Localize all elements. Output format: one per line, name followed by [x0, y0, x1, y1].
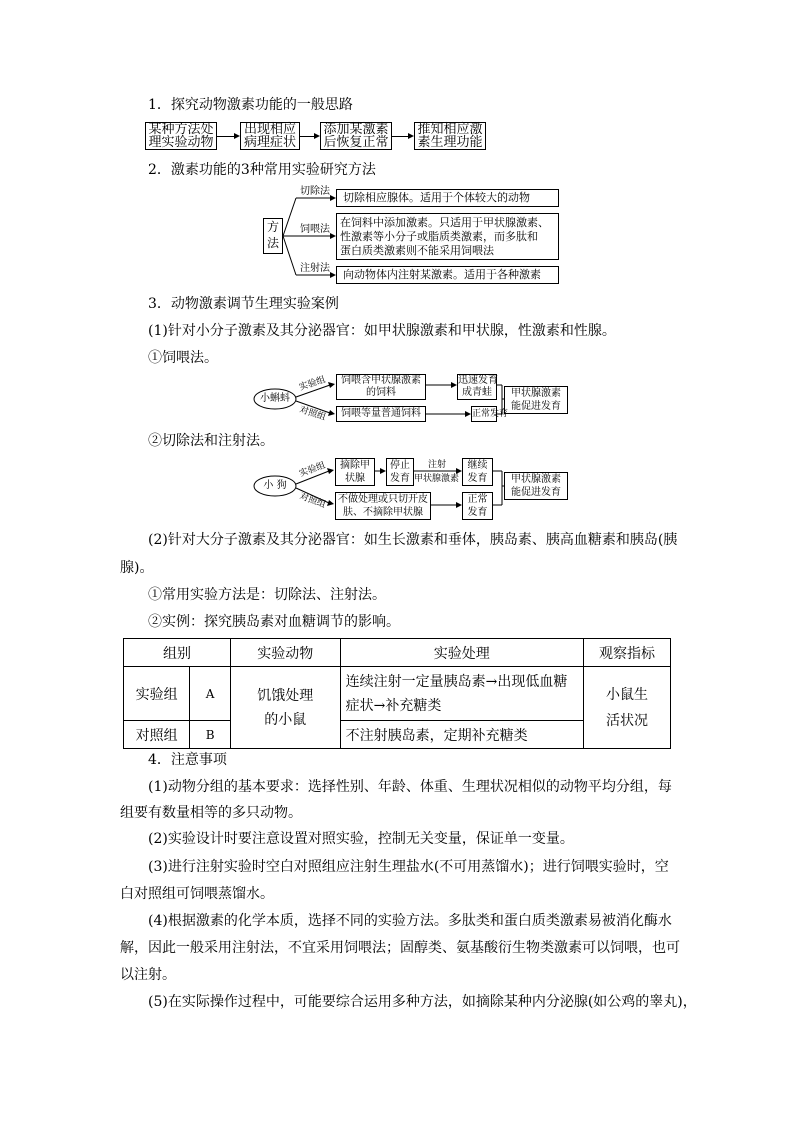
method-name-feeding: 饲喂法 [300, 224, 330, 235]
section-3-para-1: (1)针对小分子激素及其分泌器官：如甲状腺激素和甲状腺，性激素和性腺。 [148, 323, 616, 339]
method-desc-feeding: 在饲料中添加激素。只适用于甲状腺激素、 性激素等小分子或脂质类激素，而多肽和 蛋白质类激素则不能采用饲喂法 [336, 213, 559, 260]
table-header-row [124, 639, 671, 667]
flow-step-4: 推知相应激 素生理功能 [414, 122, 486, 150]
table-header-treatment: 实验处理 [340, 639, 583, 667]
table-header-group: 组别 [124, 639, 231, 667]
injection-hormone-label: 甲状腺激素 [414, 474, 460, 484]
section-3-heading: 3．动物激素调节生理实验案例 [148, 296, 339, 312]
section-3-sub-2: ②切除法和注射法。 [148, 433, 274, 449]
note-5: (5)在实际操作过程中，可能要综合运用多种方法，如摘除某种内分泌腺(如公鸡的睾丸)， [148, 994, 697, 1010]
feeding-exp-result: 迅速发育 成青蛙 [458, 375, 498, 398]
excision-exp-label: 实验组 [298, 460, 327, 480]
feeding-ctrl-treatment: 饲喂等量普通饲料 [336, 406, 426, 422]
feeding-ctrl-result: 正常发育 [471, 406, 497, 422]
flow-step-2: 出现相应 病理症状 [240, 122, 300, 150]
section-2-heading: 2．激素功能的3种常用实验研究方法 [148, 162, 376, 178]
excision-ctrl-label: 对照组 [298, 491, 327, 511]
table-cell-exp-group: 实验组 [124, 667, 190, 721]
note-4-line-1: (4)根据激素的化学本质，选择不同的实验方法。多肽类和蛋白质类激素易被消化酶水 [148, 913, 672, 929]
excision-ctrl-treatment: 不做处理或只切开皮 肤、不摘除甲状腺 [335, 492, 431, 520]
note-4-line-3: 以注射。 [120, 967, 176, 983]
section-3-para-2-sub-1: ①常用实验方法是：切除法、注射法。 [148, 587, 386, 603]
table-cell-index: 小鼠生 活状况 [583, 667, 670, 749]
method-desc-injection: 向动物体内注射某激素。适用于各种激素 [336, 266, 559, 284]
flow-step-3: 添加某激素 后恢复正常 [320, 122, 392, 150]
note-3-line-2: 白对照组可饲喂蒸馏水。 [120, 886, 274, 902]
table-cell-exp-treatment: 连续注射一定量胰岛素→出现低血糖 症状→补充糖类 [340, 667, 583, 721]
table-header-animal: 实验动物 [230, 639, 340, 667]
note-2: (2)实验设计时要注意设置对照实验，控制无关变量，保证单一变量。 [148, 831, 574, 847]
section-1-heading: 1．探究动物激素功能的一般思路 [148, 97, 353, 113]
note-1-line-2: 组要有数量相等的多只动物。 [120, 805, 302, 821]
flow-step-1: 某种方法处 理实验动物 [145, 122, 217, 150]
section-3-sub-1: ①饲喂法。 [148, 350, 218, 366]
feeding-conclusion: 甲状腺激素 能促进发育 [504, 386, 568, 414]
feeding-ctrl-label: 对照组 [298, 405, 327, 423]
method-desc-excision: 切除相应腺体。适用于个体较大的动物 [336, 189, 559, 207]
table-cell-ctrl-code: B [190, 721, 231, 749]
table-cell-exp-code: A [190, 667, 231, 721]
note-1-line-1: (1)动物分组的基本要求：选择性别、年龄、体重、生理状况相似的动物平均分组，每 [148, 779, 672, 795]
excision-exp-treatment: 摘除甲 状腺 [335, 458, 375, 486]
section-3-para-2-line-1: (2)针对大分子激素及其分泌器官：如生长激素和垂体，胰岛素、胰高血糖素和胰岛(胰 [148, 532, 678, 548]
excision-exp-result: 停止 发育 [386, 458, 414, 486]
section-3-para-2-sub-2: ②实例：探究胰岛素对血糖调节的影响。 [148, 614, 400, 630]
note-4-line-2: 解，因此一般采用注射法，不宜采用饲喂法；固醇类、氨基酸衍生物类激素可以饲喂，也可 [120, 940, 680, 956]
table-row [124, 667, 671, 721]
table-cell-animal: 饥饿处理 的小鼠 [230, 667, 340, 749]
method-name-injection: 注射法 [300, 263, 330, 274]
feeding-exp-treatment: 饲喂含甲状腺激素 的饲料 [336, 374, 426, 400]
section-4-heading: 4．注意事项 [148, 752, 227, 768]
table-header-index: 观察指标 [583, 639, 670, 667]
excision-subject: 小 狗 [263, 480, 287, 491]
excision-exp-final: 继续 发育 [462, 458, 493, 486]
methods-root-box: 方 法 [263, 218, 283, 254]
note-3-line-1: (3)进行注射实验时空白对照组应注射生理盐水(不可用蒸馏水)；进行饲喂实验时，空 [148, 859, 669, 875]
table-cell-ctrl-treatment: 不注射胰岛素，定期补充糖类 [340, 721, 583, 749]
method-name-excision: 切除法 [300, 186, 330, 197]
table-cell-ctrl-group: 对照组 [124, 721, 190, 749]
feeding-subject: 小蝌蚪 [260, 393, 290, 404]
experiment-table [123, 638, 671, 749]
excision-conclusion: 甲状腺激素 能促进发育 [504, 472, 568, 500]
section-3-para-2-line-2: 腺)。 [120, 560, 154, 576]
feeding-exp-label: 实验组 [298, 375, 327, 393]
injection-label: 注射 [428, 460, 447, 470]
excision-ctrl-result: 正常 发育 [462, 492, 493, 520]
